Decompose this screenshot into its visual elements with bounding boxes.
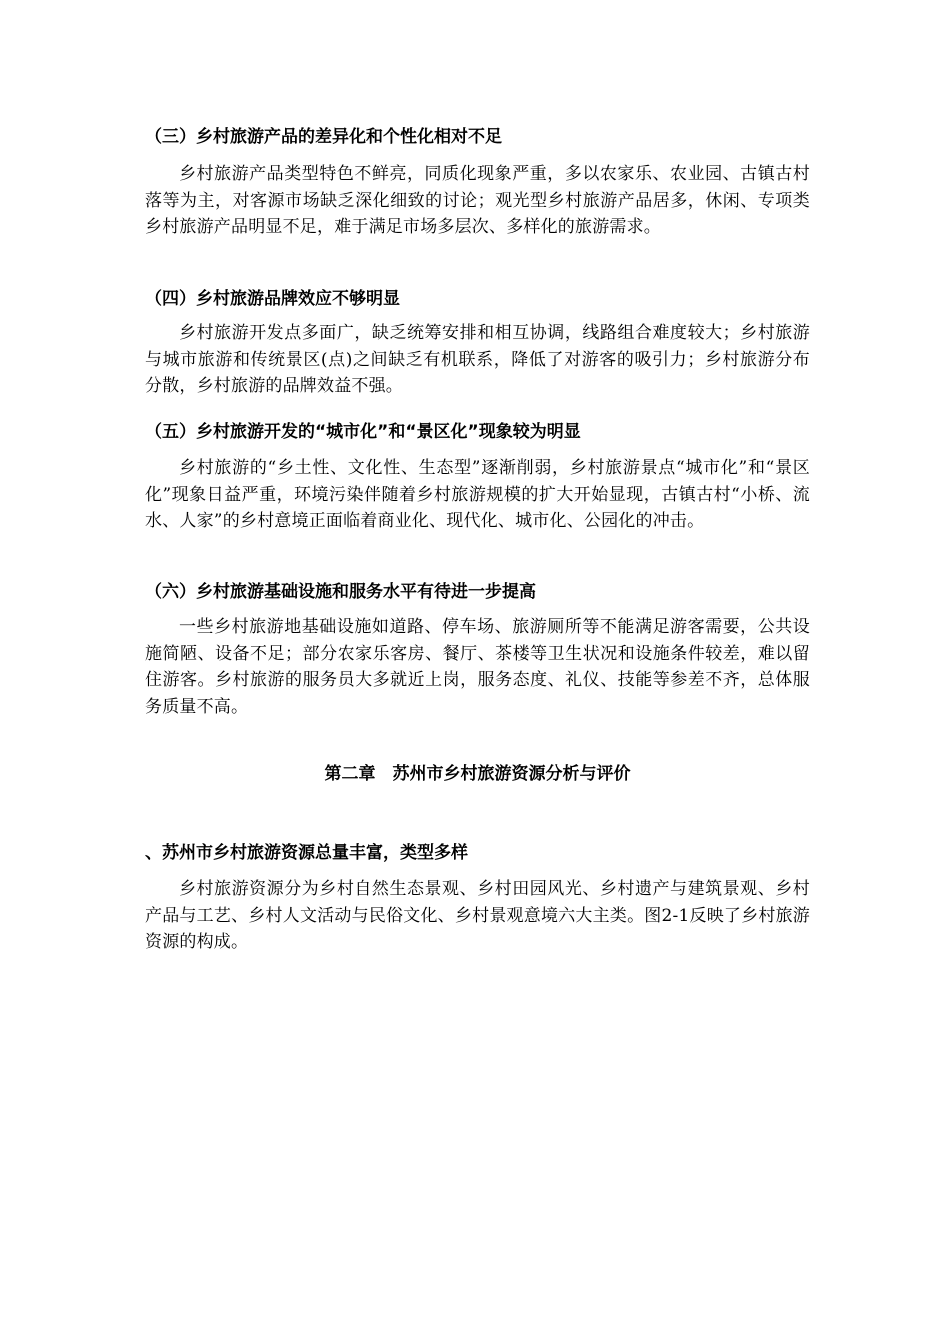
section-body-5: 乡村旅游的“乡土性、文化性、生态型”逐渐削弱，乡村旅游景点“城市化”和“景区化”现象日益严重，环境污染伴随着乡村旅游规模的扩大开始显现，古镇古村“小桥、流水、人家”的乡村意境正面临着商业化、现代化、城市化、公园化的冲击。 — [145, 458, 810, 531]
section-heading-4: （四）乡村旅游品牌效应不够明显 — [145, 289, 400, 309]
chapter-title: 第二章 苏州市乡村旅游资源分析与评价 — [324, 764, 631, 784]
section-heading-5: （五）乡村旅游开发的“城市化”和“景区化”现象较为明显 — [145, 422, 581, 442]
subsection-body: 乡村旅游资源分为乡村自然生态景观、乡村田园风光、乡村遗产与建筑景观、乡村产品与工艺、乡村人文活动与民俗文化、乡村景观意境六大主类。图2-1反映了乡村旅游资源的构成。 — [145, 879, 810, 952]
section-heading-6: （六）乡村旅游基础设施和服务水平有待进一步提高 — [145, 582, 536, 602]
section-body-6: 一些乡村旅游地基础设施如道路、停车场、旅游厕所等不能满足游客需要，公共设施简陋、设备不足；部分农家乐客房、餐厅、茶楼等卫生状况和设施条件较差，难以留住游客。乡村旅游的服务员大多就近上岗，服务态度、礼仪、技能等参差不齐，总体服务质量不高。 — [145, 617, 810, 717]
subsection-heading: 、苏州市乡村旅游资源总量丰富，类型多样 — [145, 843, 468, 863]
section-body-4: 乡村旅游开发点多面广，缺乏统筹安排和相互协调，线路组合难度较大；乡村旅游与城市旅游和传统景区(点)之间缺乏有机联系，降低了对游客的吸引力；乡村旅游分布分散，乡村旅游的品牌效益不强。 — [145, 323, 810, 396]
section-heading-3: （三）乡村旅游产品的差异化和个性化相对不足 — [145, 127, 502, 147]
section-body-3: 乡村旅游产品类型特色不鲜亮，同质化现象严重，多以农家乐、农业园、古镇古村落等为主，对客源市场缺乏深化细致的讨论；观光型乡村旅游产品居多，休闲、专项类乡村旅游产品明显不足，难于满足市场多层次、多样化的旅游需求。 — [145, 164, 810, 237]
